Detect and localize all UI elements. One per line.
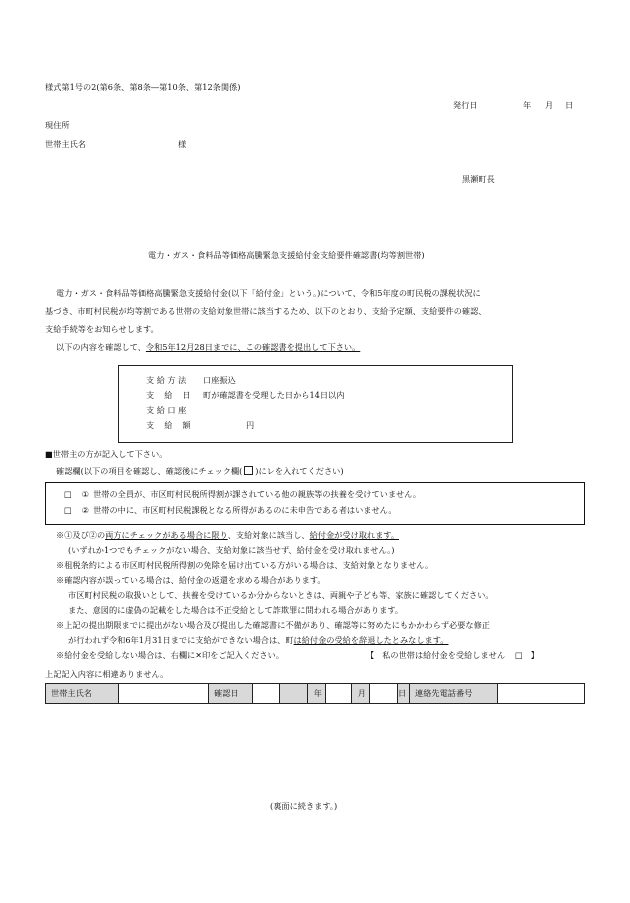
note-1 xyxy=(56,530,399,541)
issuer: 黒瀬町長 xyxy=(462,174,495,184)
confirm-date-label: 確認日 xyxy=(209,684,253,704)
check-heading-post: )にレを入れてください) xyxy=(255,466,344,476)
check-heading-pre: 確認欄(以下の項目を確認し、確認後にチェック欄( xyxy=(56,466,243,476)
note-1-underline-a: 両方にチェックがある場合に限り xyxy=(105,530,228,540)
check-item-1 xyxy=(64,489,421,500)
confirm-day-unit: 日 xyxy=(398,684,410,704)
payment-method-label: 支給方法 xyxy=(146,375,189,385)
confirm-statement: 上記記入内容に相違ありません。 xyxy=(45,669,169,679)
signature-table xyxy=(45,683,585,704)
note-3-sub-1: 市区町村民税の取扱いとして、扶養を受けているか分からないときは、両親や子ども等、家族に確認してください。 xyxy=(68,590,494,600)
check-box-icon xyxy=(244,466,253,475)
householder-name-field[interactable] xyxy=(119,684,209,704)
payment-date-label: 支給日 xyxy=(146,390,201,400)
date-day: 日 xyxy=(565,100,574,110)
confirm-month-unit: 月 xyxy=(352,684,370,704)
intro-line-4 xyxy=(56,342,360,353)
document-title: 電力・ガス・食料品等価格高騰緊急支援給付金支給要件確認書(均等割世帯) xyxy=(148,250,425,260)
note-4-underline: は給付金の受給を辞退したとみなします。 xyxy=(293,635,449,645)
confirm-year-field-b[interactable] xyxy=(280,684,308,704)
note-3: ※確認内容が誤っている場合は、給付金の返還を求める場合があります。 xyxy=(56,575,326,585)
confirm-year-field[interactable] xyxy=(253,684,280,704)
check-item-2 xyxy=(64,505,397,516)
note-3-sub-2: また、意図的に虚偽の記載をした場合は不正受給として詐欺罪に問われる場合があります。 xyxy=(68,605,404,615)
note-4-sub-prefix: が行われず令和6年1月31日までに支給ができない場合は、町 xyxy=(68,635,294,645)
checkbox-2[interactable]: □ xyxy=(64,505,72,515)
decline-option xyxy=(366,650,539,661)
note-1-sub: (いずれか1つでもチェックがない場合、支給対象に該当せず、給付金を受け取れません。) xyxy=(68,545,395,555)
note-1-mid: 、支給対象に該当し、 xyxy=(227,530,310,540)
decline-text: 私の世帯は給付金を受給しません xyxy=(382,650,506,660)
intro-line-4-prefix: 以下の内容を確認して、 xyxy=(56,342,146,352)
payment-date-value: 町が確認書を受理した日から14日以内 xyxy=(203,390,345,400)
deadline-notice: 令和5年12月28日までに、この確認書を提出して下さい。 xyxy=(145,342,361,352)
continued-notice: (裏面に続きます。) xyxy=(270,801,338,811)
date-year: 年 xyxy=(523,100,532,110)
note-4: ※上記の提出期限までに提出がない場合及び提出した確認書に不備があり、確認等に努めたにもかかわらず必要な修正 xyxy=(56,620,490,630)
check-item-1-text: 世帯の全員が、市区町村民税所得割が課されている他の親族等の扶養を受けていません。 xyxy=(93,489,422,499)
checkbox-1[interactable]: □ xyxy=(64,489,72,499)
confirm-year-unit: 年 xyxy=(308,684,326,704)
householder-name-label: 世帯主氏名 xyxy=(46,684,119,704)
check-heading xyxy=(56,466,344,477)
decline-checkbox[interactable]: □ xyxy=(515,650,523,660)
address-label: 現住所 xyxy=(45,120,70,130)
householder-label: 世帯主氏名 xyxy=(45,139,86,149)
date-month: 月 xyxy=(545,100,554,110)
note-1-prefix: ※①及び②の xyxy=(56,530,106,540)
decline-bracket-open: 【 xyxy=(366,650,375,660)
note-5: ※給付金を受給しない場合は、右欄に✕印をご記入ください。 xyxy=(56,650,284,660)
payment-amount-label: 支給額 xyxy=(146,420,201,430)
check-item-2-text: 世帯の中に、市区町村民税課税となる所得があるのに未申告である者はいません。 xyxy=(93,505,397,515)
confirm-month-field[interactable] xyxy=(326,684,352,704)
honorific: 様 xyxy=(178,139,187,149)
note-4-sub xyxy=(68,635,448,646)
form-number: 様式第1号の2(第6条、第8条―第10条、第12条関係) xyxy=(45,82,241,92)
note-1-underline-b: 給付金が受け取れます。 xyxy=(309,530,400,540)
check-item-2-number: ② xyxy=(81,505,90,515)
payment-account-label: 支給口座 xyxy=(146,405,189,415)
intro-line-3: 支給手続等をお知らせします。 xyxy=(45,324,159,334)
phone-label: 連絡先電話番号 xyxy=(410,684,498,704)
section-instruction: ■世帯主の方が記入して下さい。 xyxy=(45,449,168,459)
phone-field[interactable] xyxy=(498,684,585,704)
decline-bracket-close: 】 xyxy=(530,650,539,660)
payment-amount-unit: 円 xyxy=(246,420,255,430)
note-2: ※租税条約による市区町村民税所得割の免除を届け出ている方がいる場合は、支給対象となりません。 xyxy=(56,560,434,570)
intro-line-2: 基づき、市町村民税が均等割である世帯の支給対象世帯に該当するため、以下のとおり、支給予定額、支給要件の確認、 xyxy=(45,306,487,316)
intro-line-1: 電力・ガス・食料品等価格高騰緊急支援給付金(以下「給付金」という。)について、令和5年度の町民税の課税状況に xyxy=(56,288,481,298)
payment-method-value: 口座振込 xyxy=(203,375,236,385)
check-item-1-number: ① xyxy=(81,489,90,499)
issue-date-label: 発行日 xyxy=(453,100,478,110)
confirm-day-field[interactable] xyxy=(370,684,398,704)
